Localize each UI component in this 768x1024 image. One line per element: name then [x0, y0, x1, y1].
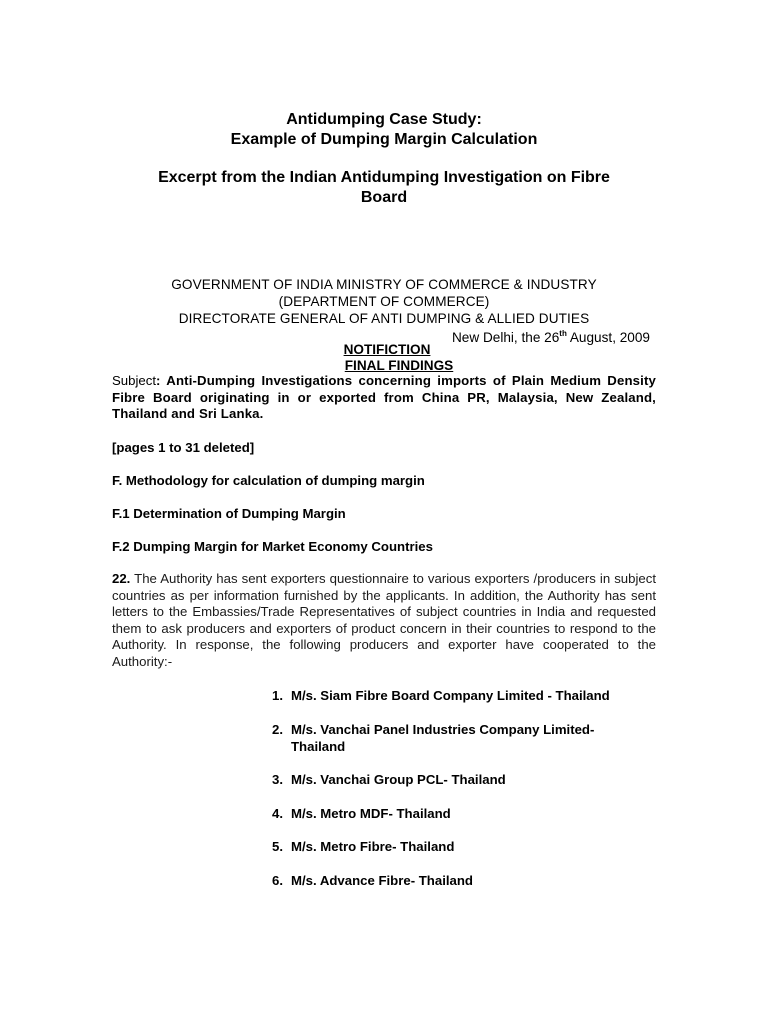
final-findings-label: FINAL FINDINGS	[344, 358, 454, 373]
government-header	[0, 276, 768, 327]
section-heading-f: F. Methodology for calculation of dumping margin	[112, 473, 425, 488]
notification-heading	[0, 342, 768, 374]
list-item-text: M/s. Metro MDF- Thailand	[291, 805, 451, 821]
dateline-rest: August, 2009	[566, 330, 650, 345]
section-heading-f1: F.1 Determination of Dumping Margin	[112, 506, 346, 521]
notification-label: NOTIFICTION	[343, 342, 431, 357]
list-item	[272, 721, 672, 755]
government-line-1: GOVERNMENT OF INDIA MINISTRY OF COMMERCE & INDUSTRY	[171, 277, 597, 292]
deleted-pages-note: [pages 1 to 31 deleted]	[112, 440, 255, 455]
title-line-2: Example of Dumping Margin Calculation	[230, 131, 538, 148]
document-title	[0, 110, 768, 150]
list-item-number: 4.	[272, 805, 283, 821]
list-item	[272, 805, 672, 822]
section-heading-f2: F.2 Dumping Margin for Market Economy Countries	[112, 539, 433, 554]
paragraph-text: The Authority has sent exporters questionnaire to various exporters /producers in subject countries as per information furnished by the applicants. In addition, the Authority has sent letters to the Embassies/Trade Representatives of subject countries in India and requested them to ask producers and exporters of product concern in their countries to respond to the Authority. In response, the following producers and exporter have cooperated to the Authority:-	[112, 571, 656, 669]
list-item-number: 3.	[272, 772, 283, 787]
government-line-3: DIRECTORATE GENERAL OF ANTI DUMPING & ALLIED DUTIES	[178, 311, 590, 326]
list-item-number: 1.	[272, 688, 283, 703]
list-item	[272, 687, 672, 704]
subject-text: : Anti-Dumping Investigations concerning imports of Plain Medium Density Fibre Board originating in or exported from China PR, Malaysia, New Zealand, Thailand and Sri Lanka.	[112, 373, 656, 422]
list-item-text: M/s. Advance Fibre- Thailand	[291, 872, 473, 888]
paragraph-number: 22.	[112, 571, 131, 586]
list-item-text: M/s. Vanchai Group PCL- Thailand	[291, 772, 506, 787]
list-item-number: 2.	[272, 721, 283, 737]
government-line-2: (DEPARTMENT OF COMMERCE)	[278, 294, 490, 309]
list-item-text: M/s. Siam Fibre Board Company Limited - Thailand	[291, 688, 610, 703]
paragraph-22	[112, 571, 656, 671]
producer-list	[272, 687, 672, 905]
excerpt-line-1: Excerpt from the Indian Antidumping Investigation on Fibre	[158, 169, 610, 186]
subject-paragraph	[112, 373, 656, 423]
list-item-text: M/s. Vanchai Panel Industries Company Limited- Thailand	[291, 721, 595, 754]
list-item	[272, 838, 672, 855]
subject-label: Subject	[112, 373, 156, 388]
list-item	[272, 771, 672, 788]
excerpt-line-2: Board	[360, 189, 408, 206]
list-item	[272, 872, 672, 889]
excerpt-title	[0, 168, 768, 208]
title-line-1: Antidumping Case Study:	[286, 111, 482, 128]
dateline-ordinal: th	[559, 329, 567, 338]
list-item-number: 6.	[272, 872, 283, 888]
dateline-prefix: New Delhi, the 26	[451, 330, 560, 345]
list-item-text: M/s. Metro Fibre- Thailand	[291, 839, 455, 854]
list-item-number: 5.	[272, 839, 283, 854]
